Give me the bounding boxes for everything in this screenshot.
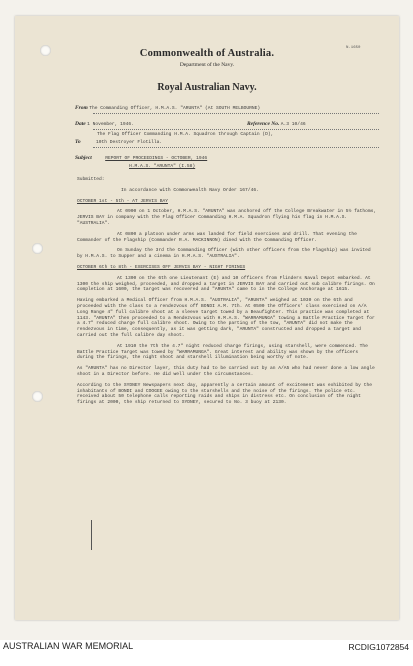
subject-row [75,155,207,161]
record-id: RCDIG1072854 [348,642,409,652]
subject-line2 [129,163,195,169]
paragraph-1: At 0900 on 1 October, H.M.A.S. "ARUNTA" was anchored off the College Breakwater in 5½ fathoms, JERVIS BAY in company with the Flag Officer Commanding H.M.A. Squadron flying his flag in H.M.A.S. "AUSTRALIA". [77,209,379,226]
from-rule [93,113,379,114]
reference-row [247,121,306,127]
archive-credit: AUSTRALIAN WAR MEMORIAL [3,641,134,651]
section-heading-2: OCTOBER 6th to 8th - EXERCISES OFF JERVIS BAY - NIGHT FIRINGS [77,264,246,270]
reference-label: Reference No. [247,121,280,127]
submitted-line: Submitted: [77,177,105,182]
date-row [75,121,134,127]
letterhead-service: Royal Australian Navy. [157,82,257,93]
paragraph-5: Having embarked a Medical Officer from H.M.A.S. "AUSTRALIA", "ARUNTA" weighed at 1030 on the 6th and proceeded with the class to a rendezvous off BONDI A.M. 7th. At 0500 the Officers' class exercised on A/A Long Range 4" full calibre shoot at a sleeve target towed by a Beaufighter. This practice was completed at 1143. "ARUNTA" then proceeded to a Rendezvous with H.M.A.S. "WARRAMUNGA" towing a Battle Practice Target for a 4.7" reduced charge full calibre shoot. Owing to the parting of the tow, "ARUNTA" did not make the rendezvous in time, consequently, as it was getting dark, "ARUNTA" constructed and dropped a target and carried out the full calibre day shoot. [77,298,378,338]
paragraph-8: According to the SYDNEY Newspapers next day, apparently a certain amount of excitement was exhibited by the inhabitants of BONDI and COOGEE owing to the starshells and the noise of the firings. The police etc. received about 50 telephone calls reporting raids and ships in distress etc. On conclusion of the night firings at 2000, the ship returned to SYDNEY, secured to No. 3 buoy at 2130. [77,382,375,406]
date-rule [93,129,379,130]
from-label: From [75,105,88,111]
margin-pencil-mark [91,520,92,550]
letterhead-department: Department of the Navy. [179,62,235,68]
to-label: To [75,139,81,145]
subject-value-line1: REPORT OF PROCEEDINGS - OCTOBER, 1946 [105,156,208,161]
from-row [75,105,260,111]
paragraph-6: At 1910 the 7th the 4.7" night reduced charge firings, using starshell, were commenced. The Battle Practice Target was towed by "WARRAMUNGA". Great interest and ability was shown by the officers during the firings, the night shoot and starshell illumination being worthy of note. [77,343,371,361]
subject-label: Subject [75,155,92,161]
to-line1 [97,131,273,137]
paragraph-7: As "ARUNTA" has no Director layer, this duty had to be carried out by an A/A5 who had never done a low angle shoot in a Director before. He did well under the circumstances. [77,366,378,377]
from-value: The Commanding Officer, H.M.A.S. "ARUNTA" (At SOUTH MELBOURNE) [89,106,261,111]
to-rule [93,147,379,148]
to-value-line2: 10th Destroyer Flotilla. [95,140,163,145]
punch-hole [32,391,43,402]
letter-body [77,177,377,411]
reference-value: A.3 10/46 [280,122,306,127]
subject-value-line2: H.M.A.S. "ARUNTA" (I.58) [129,164,196,169]
to-value-line1: The Flag Officer Commanding H.M.A. Squadron through Captain (D), [97,132,274,137]
paragraph-4: At 1300 on the 6th one Lieutenant (E) and 10 officers from Flinders Naval Depot embarked. At 1300 the ship weighed, proceeded, and dropped a target in JERVIS BAY and carried out sub calibre firings. On completion at 1600, the target was recovered and "ARUNTA" came to in the College Anchorage at 1615. [77,275,378,293]
document-page [15,16,399,620]
intro-line: In accordance with Commonwealth Navy Order 167/46. [121,187,259,193]
form-number: N.1650 [346,46,361,50]
to-row [75,139,162,145]
letterhead-title: Commonwealth of Australia. [139,48,275,59]
date-label: Date [75,121,86,127]
section-heading-1: OCTOBER 1st - 5th - AT JERVIS BAY [77,198,168,204]
paragraph-2: At 0800 a platoon under arms was landed for field exercises and drill. That evening the Commander of the Flagship (Commander R.A. MACKINNON) dined with the Commanding Officer. [77,231,360,243]
date-value: 1 November, 1946. [87,122,134,127]
paragraph-3: On Sunday the 3rd the Commanding Officer (with other officers from the Flagship) was invited by H.M.A.S. to Supper and a cinema in H.M.A.S. "AUSTRALIA". [77,248,374,260]
punch-hole [32,243,43,254]
